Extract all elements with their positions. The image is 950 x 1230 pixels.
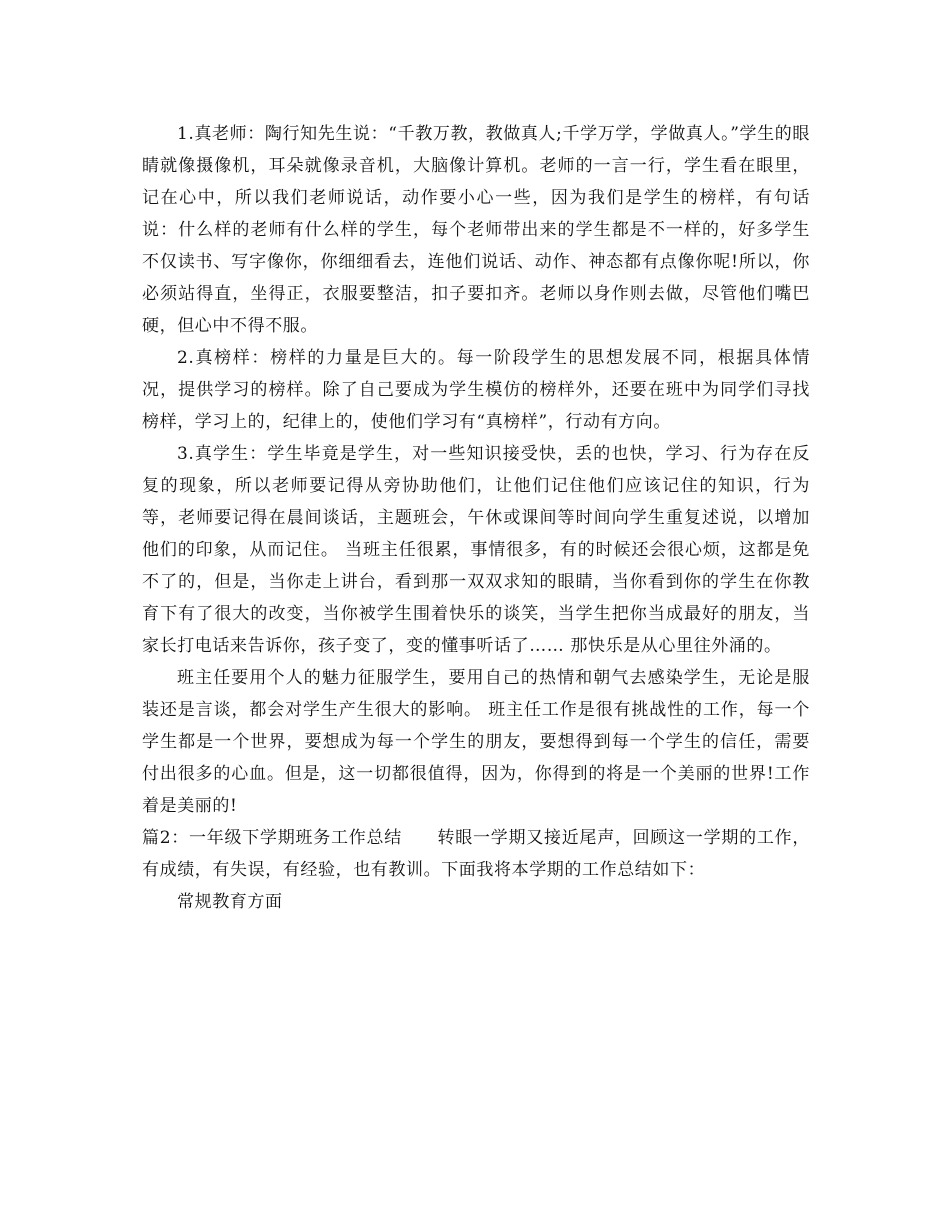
paragraph-teacher-charm: 班主任要用个人的魅力征服学生，要用自己的热情和朝气去感染学生，无论是服装还是言谈，都会对学生产生很大的影响。 班主任工作是很有挑战性的工作，每一个学生都是一个世界，要想成为每一个学生的朋友，要想得到每一个学生的信任，需要付出很多的心血。但是，这一切都很值得，因为，你得到的将是一个美丽的世界!工作着是美丽的! <box>142 668 810 816</box>
paragraph-true-role-model: 2.真榜样：榜样的力量是巨大的。每一阶段学生的思想发展不同，根据具体情况，提供学习的榜样。除了自己要成为学生模仿的榜样外，还要在班中为同学们寻找榜样，学习上的，纪律上的，使他们学习有“真榜样”，行动有方向。 <box>142 348 810 432</box>
paragraph-true-student: 3.真学生：学生毕竟是学生，对一些知识接受快，丢的也快，学习、行为存在反复的现象，所以老师要记得从旁协助他们，让他们记住他们应该记住的知识，行为等，老师要记得在晨间谈话，主题班会，午休或课间等时间向学生重复述说，以增加他们的印象，从而记住。 当班主任很累，事情很多，有的时候还会很心烦，这都是免不了的，但是，当你走上讲台，看到那一双双求知的眼睛，当你看到你的学生在你教育下有了很大的改变，当你被学生围着快乐的谈笑，当学生把你当成最好的朋友，当家长打电话来告诉你，孩子变了，变的懂事听话了…… 那快乐是从心里往外涌的。 <box>142 444 810 656</box>
document-body <box>142 118 810 918</box>
subheading-routine-education: 常规教育方面 <box>177 892 283 912</box>
paragraph-true-teacher: 1.真老师：陶行知先生说：“千教万教，教做真人;千学万学，学做真人。”学生的眼睛就像摄像机，耳朵就像录音机，大脑像计算机。老师的一言一行，学生看在眼里，记在心中，所以我们老师说话，动作要小心一些，因为我们是学生的榜样，有句话说：什么样的老师有什么样的学生，每个老师带出来的学生都是不一样的，好多学生不仅读书、写字像你，你细细看去，连他们说话、动作、神态都有点像你呢!所以，你必须站得直，坐得正，衣服要整洁，扣子要扣齐。老师以身作则去做，尽管他们嘴巴硬，但心中不得不服。 <box>142 124 810 336</box>
paragraph-section-2-intro: 篇2：一年级下学期班务工作总结 转眼一学期又接近尾声，回顾这一学期的工作，有成绩，有失误，有经验，也有教训。下面我将本学期的工作总结如下： <box>142 828 810 880</box>
